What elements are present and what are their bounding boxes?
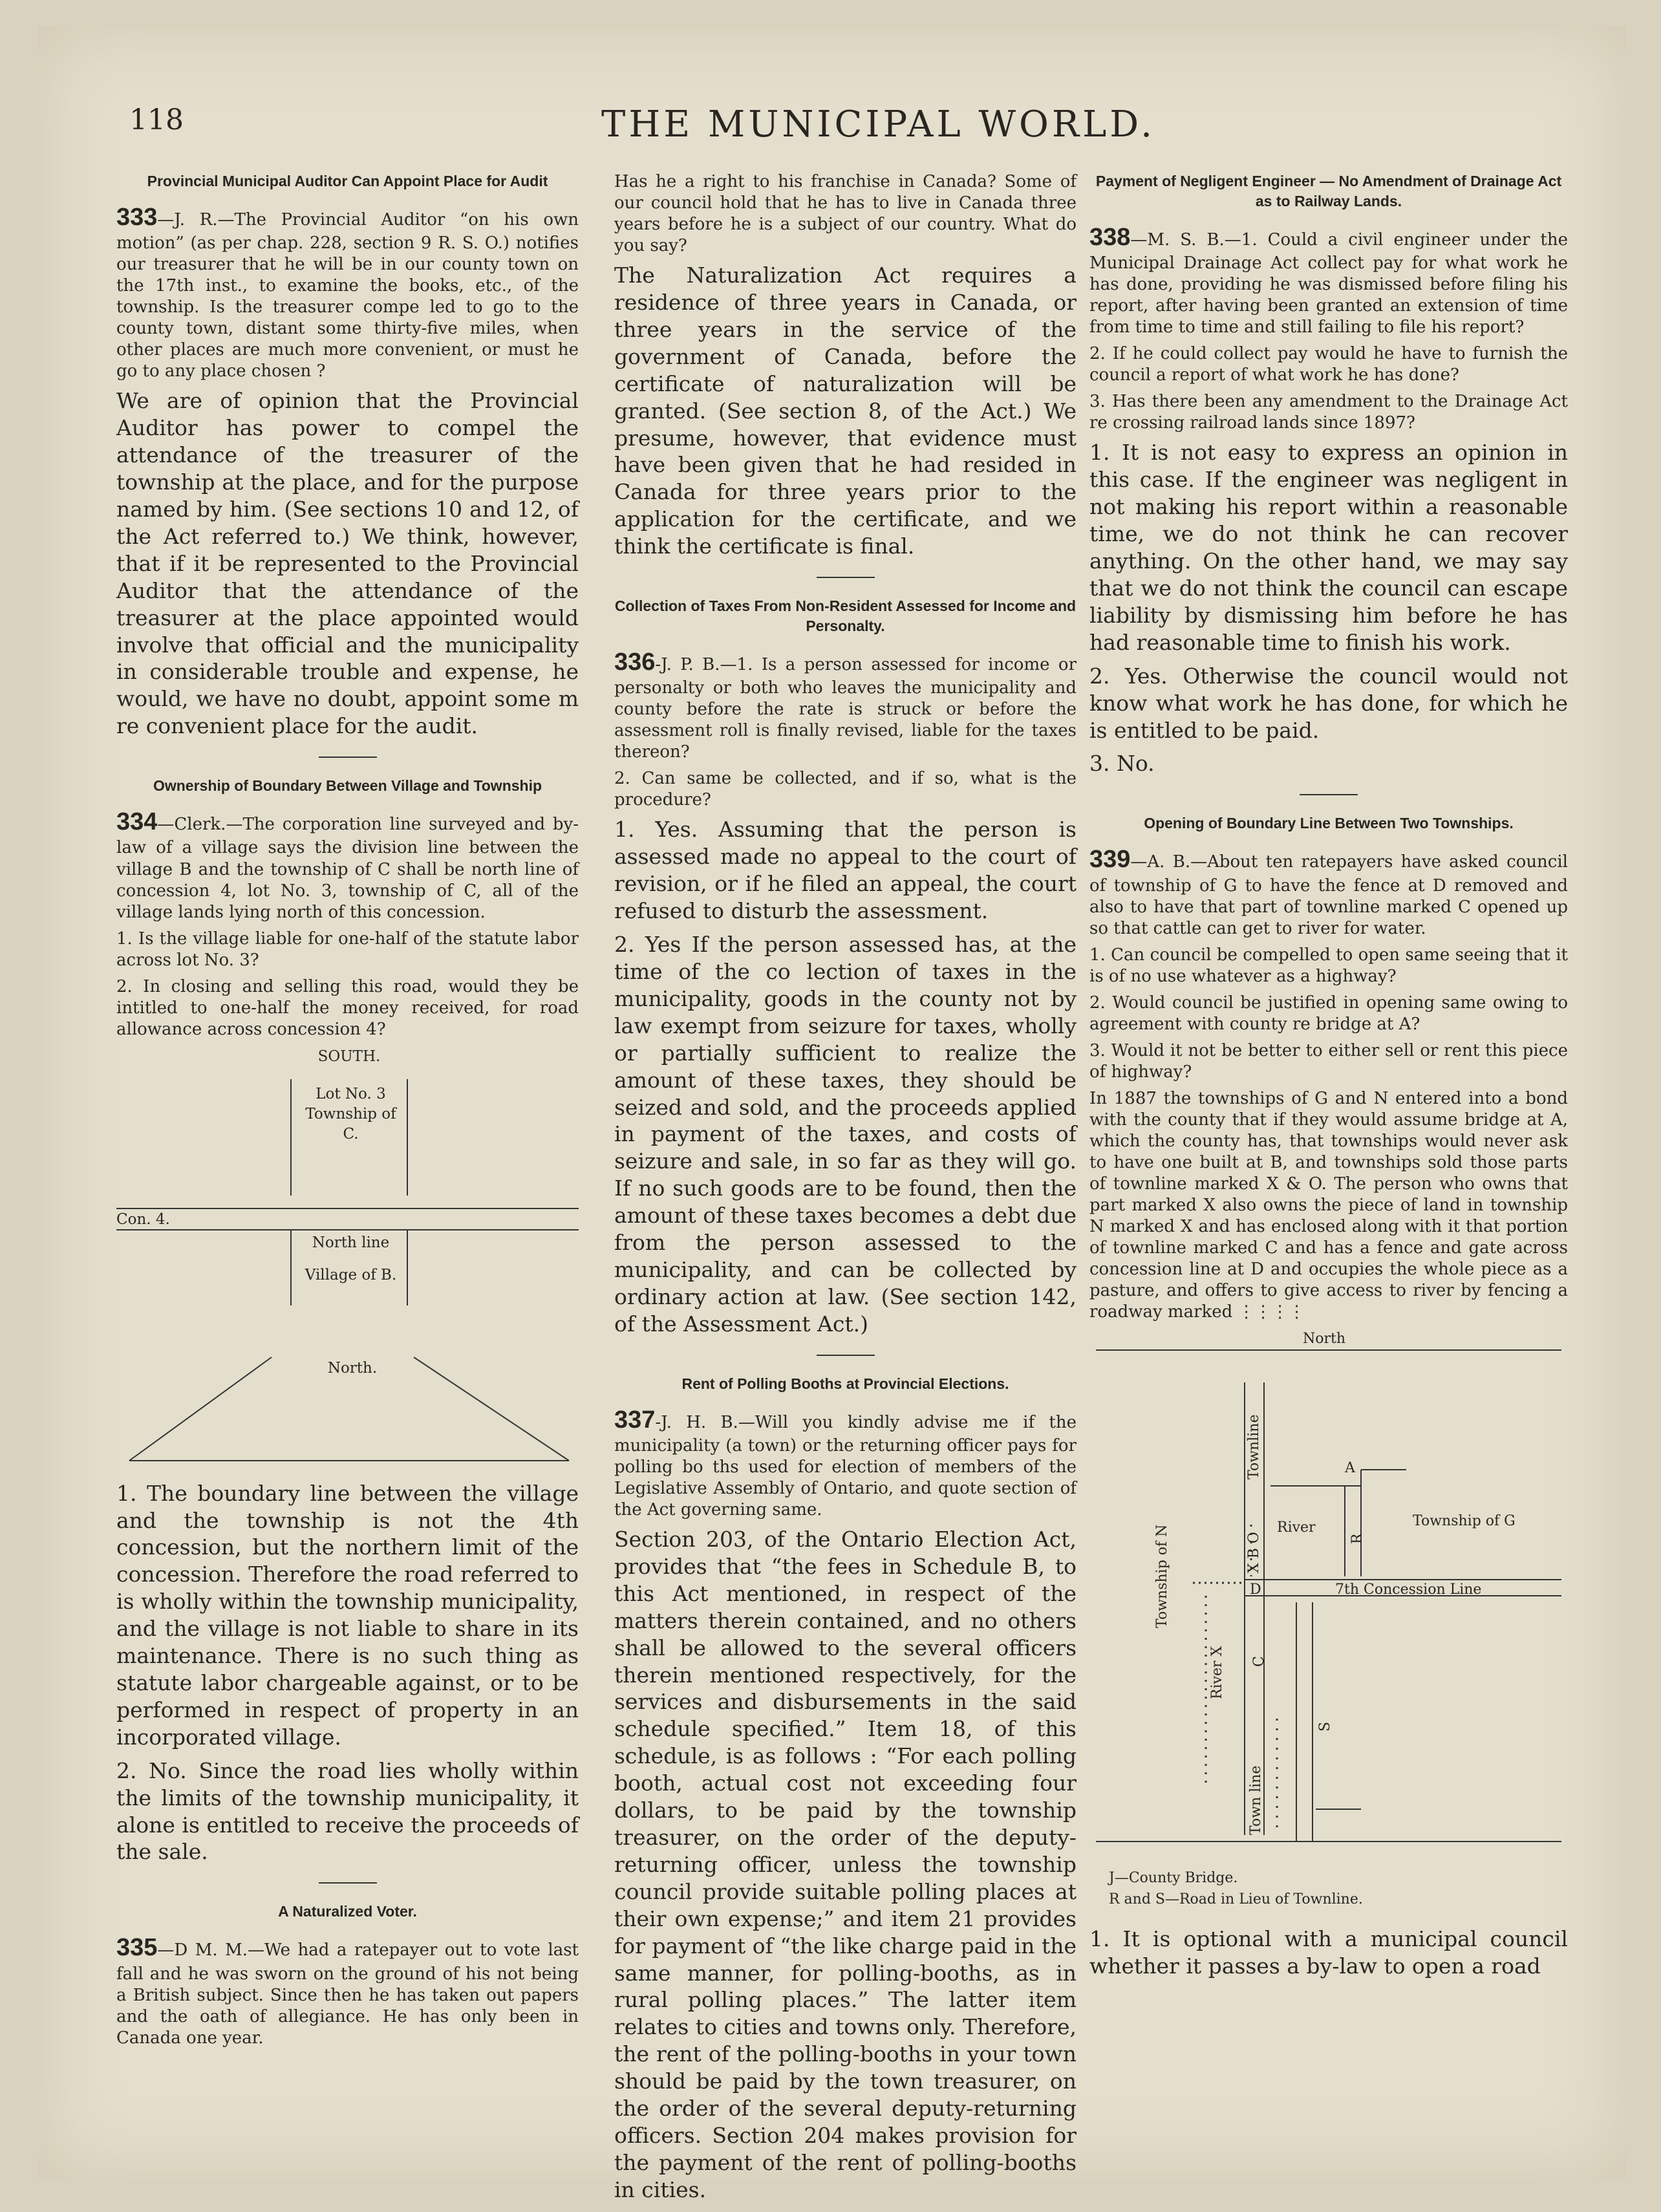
- river-label: River: [1277, 1519, 1316, 1536]
- divider: [817, 1355, 875, 1356]
- item-number: 338: [1089, 224, 1131, 252]
- township-g-label: Township of G: [1413, 1512, 1516, 1529]
- legend-road: R and S—Road in Lieu of Townline.: [1109, 1891, 1363, 1907]
- concession-line-label: 7th Concession Line: [1335, 1581, 1482, 1598]
- heading-337: Rent of Polling Booths at Provincial Elections.: [681, 1375, 1009, 1392]
- question-339-1: 1. Can council be compelled to open same seeing that it is of no use whatever as a highway?: [1089, 945, 1568, 986]
- item-number: 333: [116, 204, 158, 231]
- answer-333: We are of opinion that the Provincial Auditor has power to compel the attendance of the treasurer of the township at the place, and for the purpose named by him. (See sections 10 and 12, of the Act referred to.) We think, however, that if it be represented to the Provincial Auditor that the attendance of the treasurer at the place appointed would involve that official and the municipality in considerable trouble and expense, he would, we have no doubt, appoint some m re convenient place for the audit.: [116, 388, 579, 739]
- answer-338-3: 3. No.: [1089, 751, 1155, 777]
- item-number: 335: [116, 1934, 158, 1962]
- question-text: —A. B.—About ten ratepayers have asked council of township of G to have the fence at D removed and also to have that part of townline marked C opened up so that cattle can get to river for water.: [1089, 852, 1568, 938]
- answer-338-2: 2. Yes. Otherwise the council would not know what work he has done, for which he is entitled to be paid.: [1089, 663, 1568, 743]
- question-text: -J. P. B.—1. Is a person assessed for income or personalty or both who leaves the municipality and county before the rate is struck or before the assessment roll is finally revised, liable for the taxes thereon?: [614, 655, 1077, 762]
- road-r-label: R: [1349, 1533, 1366, 1544]
- question-text: —J. R.—The Provincial Auditor “on his own motion” (as per chap. 228, section 9 R. S. O.) notifies our treasurer that he will be in our county town on the 17th inst., to examine the books, etc., of the township. Is the treasurer compe led to go to the county town, distant some thirty-five miles, when other places are much more convenient, or must he go to any place chosen ?: [116, 210, 579, 381]
- answer-336-1: 1. Yes. Assuming that the person is assessed made no appeal to the court of revision, or if he filed an appeal, the court refused to disturb the assessment.: [614, 817, 1077, 924]
- item-number: 336: [614, 649, 656, 676]
- question-339-4: [1089, 1088, 1568, 1323]
- township-n-label: Township of N: [1154, 1524, 1170, 1628]
- divider: [319, 757, 377, 758]
- townline-c-label: C: [1251, 1656, 1267, 1667]
- heading-335: A Naturalized Voter.: [278, 1903, 417, 1920]
- item-number: 334: [116, 808, 158, 836]
- question-text: —D M. M.—We had a ratepayer out to vote last fall and he was sworn on the ground of his not being a British subject. Since then he has taken out papers and the oath of allegiance. He has only been in Canada one year.: [116, 1940, 579, 2048]
- answer-338-1: 1. It is not easy to express an opinion in this case. If the engineer was negligent in not making his report within a reasonable time, we do not think he can recover anything. On the other hand, we may say that we do not think the council can escape liability by dismissing him before he has had reasonable time to finish his work.: [1089, 440, 1568, 655]
- question-339-3: 3. Would it not be better to either sell or rent this piece of highway?: [1089, 1040, 1568, 1082]
- column-2: [614, 171, 1077, 2210]
- heading-334: Ownership of Boundary Between Village and Township: [153, 777, 542, 795]
- bridge-a-label: A: [1345, 1459, 1355, 1476]
- question-338-2: 2. If he could collect pay would he have to furnish the council a report of what work he has done?: [1089, 344, 1568, 385]
- question-338-3: 3. Has there been any amendment to the Drainage Act re crossing railroad lands since 1897?: [1089, 392, 1568, 433]
- map-legend: [1109, 1867, 1568, 1910]
- town-line-label: Town line: [1248, 1765, 1264, 1835]
- question-339: [1089, 844, 1568, 939]
- question-336-2: 2. Can same be collected, and if so, what is the procedure?: [614, 769, 1077, 810]
- divider: [817, 577, 875, 578]
- legend-bridge: J—County Bridge.: [1109, 1869, 1238, 1886]
- item-number: 337: [614, 1406, 656, 1434]
- question-text: -J. H. B.—Will you kindly advise me if the municipality (a town) or the returning officer pays for polling bo ths used for election of members of the Legislative Assembly of Ontario, and quote section of the Act governing same.: [614, 1412, 1077, 1520]
- question-text: —M. S. B.—1. Could a civil engineer under the Municipal Drainage Act collect pay for what work he has done, providing he was dismissed before filing his report, after having been granted an extension of time from time to time and still failing to file his report?: [1089, 230, 1568, 338]
- north-label: North.: [327, 1359, 378, 1377]
- item-number: 339: [1089, 846, 1131, 874]
- heading-333: Provincial Municipal Auditor Can Appoint Place for Audit: [147, 173, 548, 189]
- answer-334-2: 2. No. Since the road lies wholly within the limits of the township municipality, it alone is entitled to receive the proceeds of the sale.: [116, 1757, 579, 1865]
- question-334-2: 2. In closing and selling this road, would they be intitled to one-half the money received, for road allowance across concession 4?: [116, 976, 579, 1039]
- column-3: [1089, 171, 1568, 1986]
- question-339-2: 2. Would council be justified in opening same owing to agreement with county re bridge at A?: [1089, 993, 1568, 1034]
- township-map: [1089, 1331, 1568, 1861]
- column-1: [116, 171, 579, 2054]
- divider: [319, 1882, 377, 1884]
- river-x-label: River X: [1209, 1646, 1225, 1699]
- xbo-label: X B O: [1246, 1532, 1262, 1573]
- heading-338: Payment of Negligent Engineer — No Amendment of Drainage Act as to Railway Lands.: [1095, 173, 1562, 210]
- question-335-continued: Has he a right to his franchise in Canada? Some of our council hold that he has to live in Canada three years before he is a subject of our country. What do you say?: [614, 172, 1077, 256]
- question-336: [614, 647, 1077, 763]
- heading-336: Collection of Taxes From Non-Resident Assessed for Income and Personalty.: [614, 597, 1077, 635]
- lot-label: Lot No. 3 Township of C.: [305, 1085, 396, 1143]
- question-334: [116, 806, 579, 923]
- question-334-1: 1. Is the village liable for one-half of the statute labor across lot No. 3?: [116, 929, 579, 970]
- question-337: [614, 1404, 1077, 1521]
- question-text: —Clerk.—The corporation line surveyed and by-law of a village says the division line between the village B and the township of C shall be north line of concession 4, lot No. 3, township of C, all of the village lands lying north of this concession.: [116, 815, 579, 922]
- page-header: [129, 103, 1587, 155]
- answer-339-1: 1. It is optional with a municipal council whether it passes a by-law to open a road: [1089, 1926, 1568, 1979]
- question-text: In 1887 the townships of G and N entered into a bond with the county that if they would assume bridge at A, which the county has, that townships would never ask to have one built at B, and townships sold those parts of townline marked X & O. The person who owns that part marked X also owns the piece of land in township N marked X and has enclosed along with it that portion of townline marked C and has a fence and gate across concession line at D and occupies the whole piece as a pasture, and offers to give access to river by fencing a roadway marked: [1089, 1088, 1568, 1322]
- question-333: [116, 202, 579, 382]
- running-title: THE MUNICIPAL WORLD.: [601, 103, 1155, 145]
- question-335: [116, 1932, 579, 2048]
- answer-336-2: 2. Yes If the person assessed has, at the time of the co lection of taxes in the municipality, goods in the county not by law exempt from seizure for taxes, wholly or partially sufficient to realize the amount of these taxes, they should be seized and sold, and the proceeds applied in payment of the taxes, and costs of seizure and sale, in so far as they will go. If no such goods are to be found, then the amount of these taxes becomes a debt due from the person assessed to the municipality, and can be collected by ordinary action at law. (See section 142, of the Assessment Act.): [614, 932, 1077, 1337]
- answer-334-1: 1. The boundary line between the village and the township is not the 4th concession, but the northern limit of the concession. Therefore the road referred to is wholly within the township municipality, and the village is not liable to share in its maintenance. There is no such thing as statute labor chargeable against, or to be performed in respect of property in an incorporated village.: [116, 1480, 579, 1750]
- heading-339: Opening of Boundary Line Between Two Townships.: [1144, 815, 1514, 832]
- question-338: [1089, 222, 1568, 338]
- answer-335: The Naturalization Act requires a residence of three years in Canada, or three years in the service of the government of Canada, before the certificate of naturalization will be granted. (See section 8, of the Act.) We presume, however, that evidence must have been given that he had resided in Canada for three years prior to the application for the certificate, and we think the certificate is final.: [614, 263, 1077, 559]
- boundary-diagram: [116, 1047, 579, 1467]
- newspaper-page: [39, 26, 1626, 2202]
- south-label: SOUTH.: [317, 1047, 381, 1065]
- map-north-label: North: [1303, 1330, 1346, 1347]
- village-label: Village of B.: [305, 1266, 397, 1283]
- divider: [1300, 794, 1358, 795]
- dotted-roadway-mark: ⋮⋮⋮⋮: [1238, 1302, 1305, 1322]
- page-number: 118: [129, 103, 184, 136]
- concession-label: Con. 4.: [116, 1210, 170, 1228]
- north-line-label: North line: [312, 1234, 390, 1251]
- townline-label: Townline: [1246, 1414, 1262, 1479]
- answer-337: Section 203, of the Ontario Election Act, provides that “the fees in Schedule B, to this Act mentioned, in respect of the matters therein contained, and no others shall be allowed to the several officers therein mentioned respectively, for the services and disbursements in the said schedule specified.” Item 18, of this schedule, is as follows : “For each polling booth, actual cost not exceeding four dollars, to be paid by the township treasurer, on the order of the deputy-returning officer, unless the township council provide suitable polling places at their own expense;” and item 21 provides for payment of “the like charge paid in the same manner, for polling-booths, as in rural polling places.” The latter item relates to cities and towns only. Therefore, the rent of the polling-booths in your town should be paid by the town treasurer, on the order of the several deputy-returning officers. Section 204 makes provision for the payment of the rent of polling-booths in cities.: [614, 1527, 1077, 2202]
- road-s-label: S: [1317, 1721, 1333, 1732]
- fence-d-label: D: [1250, 1581, 1261, 1598]
